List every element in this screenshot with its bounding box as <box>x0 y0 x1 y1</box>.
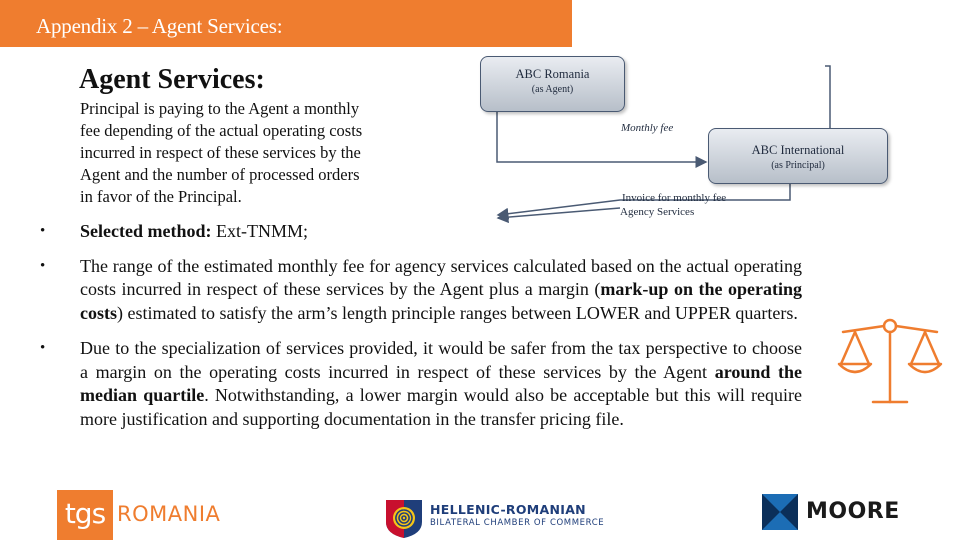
moore-wordmark: MOORE <box>806 499 900 524</box>
bullet-bold-text: around the median quartile <box>80 361 802 405</box>
intro-paragraph <box>80 98 430 208</box>
tgs-word: ROMANIA <box>117 502 221 526</box>
chamber-subtitle: BILATERAL CHAMBER OF COMMERCE <box>430 518 605 528</box>
principal-role: (as Principal) <box>771 160 825 171</box>
bullet-selected-method <box>40 220 802 244</box>
agent-name: ABC Romania <box>515 67 590 81</box>
principal-box <box>708 128 888 184</box>
intro-line: Agent and the number of processed orders <box>80 165 360 184</box>
bullet-marker: • <box>40 257 46 274</box>
intro-line: Principal is paying to the Agent a monthly <box>80 99 360 118</box>
bullet-marker: • <box>40 223 46 239</box>
bullet-text: The range of the estimated monthly fee for agency services calculated based on the actual operating costs incurred in respect of these services by the Agent plus a margin ( <box>80 255 802 299</box>
balance-scale-icon <box>835 308 945 408</box>
header-title: Appendix 2 – Agent Services: <box>36 14 283 38</box>
bullet-text: Due to the specialization of services provided, it would be safer from the tax perspective to choose a margin on the operating costs incurred in respect of these services by the Agent <box>80 338 802 382</box>
bullet-label: Selected method: <box>80 221 212 241</box>
bullet-fee-range <box>40 255 802 326</box>
agent-principal-diagram <box>470 50 890 225</box>
bullet-specialization <box>40 337 802 431</box>
hellenic-romanian-logo <box>382 496 605 540</box>
intro-line: in favor of the Principal. <box>80 187 242 206</box>
agent-box <box>480 56 625 112</box>
bullet-list <box>40 220 802 431</box>
principal-name: ABC International <box>751 143 845 157</box>
tgs-mark: tgs <box>57 490 113 540</box>
monthly-fee-label: Monthly fee <box>621 122 674 134</box>
intro-line: fee depending of the actual operating costs <box>80 121 363 140</box>
bullet-text: . Notwithstanding, a lower margin would also be acceptable but this will require more justification and supporting documentation in the transfer pricing file. <box>80 385 802 429</box>
chamber-title: HELLENIC-ROMANIAN <box>430 502 586 517</box>
bullet-bold-text: mark-up on the operating costs <box>80 279 803 323</box>
invoice-arrow <box>825 66 830 128</box>
moore-mark-icon <box>762 494 798 530</box>
bullet-text: ) estimated to satisfy the arm’s length principle ranges between LOWER and UPPER quarters. <box>117 302 798 323</box>
header-bar <box>0 0 572 47</box>
section-title: Agent Services: <box>79 64 265 95</box>
fee-arrow <box>497 112 706 162</box>
chamber-emblem-icon <box>382 496 426 540</box>
bullet-marker: • <box>40 340 46 356</box>
agency-services-label: Agency Services <box>620 206 695 218</box>
invoice-label: Invoice for monthly fee <box>622 192 727 204</box>
bullet-text: Ext-TNMM; <box>211 221 308 241</box>
agent-role: (as Agent) <box>531 84 574 95</box>
intro-line: incurred in respect of these services by the <box>80 143 361 162</box>
